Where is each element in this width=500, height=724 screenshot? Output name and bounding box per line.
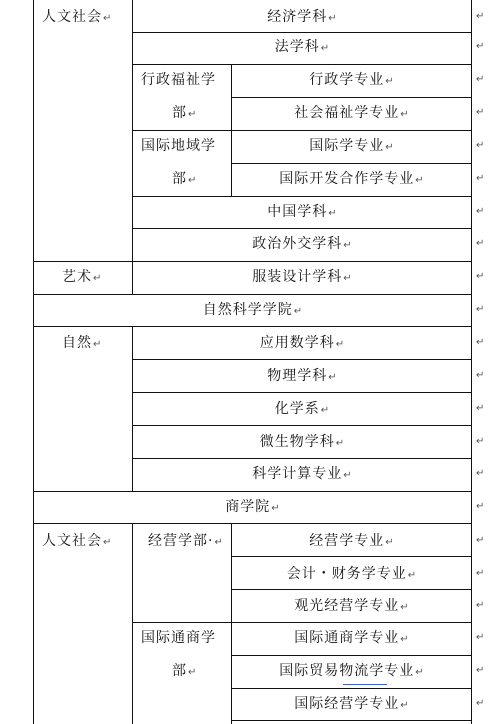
paragraph-mark: ↵ [103,537,112,548]
program-cell [232,532,471,552]
paragraph-mark: ↵ [415,667,424,678]
row-end-mark: ↵ [476,206,485,217]
row-divider [132,196,471,197]
category-cell [42,8,111,28]
paragraph-mark: ↵ [93,339,102,350]
category-cell [42,532,111,552]
paragraph-mark: ↵ [400,634,409,645]
school-header-cell [34,301,471,321]
school-header-cell [34,498,471,518]
paragraph-mark: ↵ [93,273,102,284]
row-end-mark: ↵ [476,468,485,479]
row-end-mark: ↵ [476,600,485,611]
category-cell [62,334,101,354]
paragraph-mark: ↵ [328,372,337,383]
row-end-mark: ↵ [476,370,485,381]
row-divider [33,491,471,492]
program-label: 服装设计学科 [252,269,343,285]
program-cell [232,170,471,190]
program-label: 中国学科 [267,204,328,220]
row-divider [132,32,471,33]
category-cell [62,268,101,288]
row-end-mark: ↵ [476,271,485,282]
program-cell [133,235,471,255]
paragraph-mark: ↵ [335,438,345,449]
paragraph-mark: ↵ [343,273,352,284]
program-label: 国际贸易物流学专业 [279,663,415,679]
row-end-mark: ↵ [476,74,485,85]
paragraph-mark: ↵ [385,142,394,153]
row-end-mark: ↵ [476,535,485,546]
row-end-mark: ↵ [476,140,485,151]
program-cell [133,433,471,453]
department-label: 部 [172,663,187,679]
department-cell [141,71,216,89]
paragraph-mark: ↵ [328,208,337,219]
program-label: 国际经营学专业 [294,696,400,712]
spellcheck-underline [343,682,387,685]
paragraph-mark: ↵ [385,537,394,548]
row-divider [231,97,471,98]
row-end-mark: ↵ [476,403,485,414]
paragraph-mark: ↵ [320,43,330,54]
program-label: 化学系 [274,401,320,417]
school-header: 商学院 [225,499,271,515]
row-divider [231,556,471,557]
paragraph-mark: ↵ [335,339,345,350]
program-label: 应用数学科 [259,335,335,351]
row-divider [231,589,471,590]
paragraph-mark: ↵ [343,470,352,481]
program-cell [133,334,471,354]
paragraph-mark: ↵ [400,109,409,120]
column-divider-1 [132,523,133,724]
program-cell [133,38,471,58]
paragraph-mark: ↵ [188,109,197,120]
row-end-mark: ↵ [476,173,485,184]
paragraph-mark: ↵ [343,240,352,251]
row-divider [231,163,471,164]
department-label: 部 [172,105,187,121]
program-cell [133,465,471,485]
program-cell [232,565,471,585]
row-divider [132,64,471,65]
department-label: 部 [172,171,187,187]
category-label: 人文社会 [42,533,102,549]
paragraph-mark: ↵ [320,405,330,416]
program-cell [133,400,471,420]
program-label: 国际通商学专业 [294,630,400,646]
program-label: 科学计算专业 [252,466,343,482]
row-end-mark: ↵ [476,238,485,249]
paragraph-mark: ↵ [103,13,112,24]
row-divider [231,655,471,656]
row-divider [132,130,471,131]
program-cell [133,367,471,387]
department-cell [172,104,196,124]
program-cell [232,695,471,715]
department-cell [172,170,196,190]
row-divider [132,458,471,459]
program-cell [133,8,471,28]
paragraph-mark: ↵ [188,175,197,186]
row-end-mark: ↵ [476,107,485,118]
paragraph-mark: ↵ [385,76,394,87]
paragraph-mark: ↵ [188,667,197,678]
school-header: 自然科学学院 [202,302,293,318]
row-end-mark: ↵ [476,698,485,709]
department-label: 行政福祉学 [141,72,216,88]
row-end-mark: ↵ [476,304,485,315]
program-label: 行政学专业 [309,72,385,88]
program-cell [232,137,471,157]
program-cell [232,662,471,682]
paragraph-mark: ↵ [328,13,337,24]
row-end-mark: ↵ [476,632,485,643]
department-label: 国际地域学 [141,138,216,154]
program-label: 法学科 [274,39,320,55]
row-divider [132,425,471,426]
program-label: 国际开发合作学专业 [279,171,415,187]
category-label: 自然 [62,335,92,351]
paragraph-mark: ↵ [407,570,417,581]
row-divider [231,688,471,689]
table-border-left [33,0,34,724]
program-label: 政治外交学科 [252,236,343,252]
category-label: 人文社会 [42,9,102,25]
program-cell [133,268,471,288]
program-label: 会计・财务学专业 [286,566,407,582]
row-divider [132,392,471,393]
department-cell [141,629,216,647]
program-cell [133,203,471,223]
paragraph-mark: ↵ [214,537,223,548]
department-cell [172,662,196,682]
row-end-mark: ↵ [476,501,485,512]
paragraph-mark: ↵ [415,175,424,186]
program-cell [232,104,471,124]
program-label: 国际学专业 [309,138,385,154]
program-label: 观光经营学专业 [294,598,400,614]
row-divider [132,228,471,229]
paragraph-mark: ↵ [293,306,303,317]
category-label: 艺术 [62,269,92,285]
program-cell [232,597,471,617]
column-divider-2 [231,523,232,724]
row-end-mark: ↵ [476,11,485,22]
program-label: 社会福祉学专业 [294,105,400,121]
row-divider [33,326,471,327]
paragraph-mark: ↵ [271,503,280,514]
row-divider [132,622,471,623]
row-end-mark: ↵ [476,665,485,676]
department-label: 国际通商学 [141,630,216,646]
paragraph-mark: ↵ [400,700,409,711]
program-cell [232,629,471,649]
row-end-mark: ↵ [476,436,485,447]
row-divider [33,261,471,262]
department-cell [148,532,223,552]
row-divider [231,720,471,721]
department-cell [141,137,216,155]
program-label: 微生物学科 [259,434,335,450]
program-label: 经营学专业 [309,533,385,549]
department-label: 经营学部· [148,533,214,549]
program-label: 经济学科 [267,9,328,25]
program-cell [232,71,471,91]
program-label: 物理学科 [267,368,328,384]
row-end-mark: ↵ [476,568,485,579]
row-end-mark: ↵ [476,41,485,52]
row-end-mark: ↵ [476,337,485,348]
row-divider [132,359,471,360]
row-divider [33,294,471,295]
paragraph-mark: ↵ [400,602,409,613]
table-border-right [471,0,472,724]
row-divider [33,523,471,524]
